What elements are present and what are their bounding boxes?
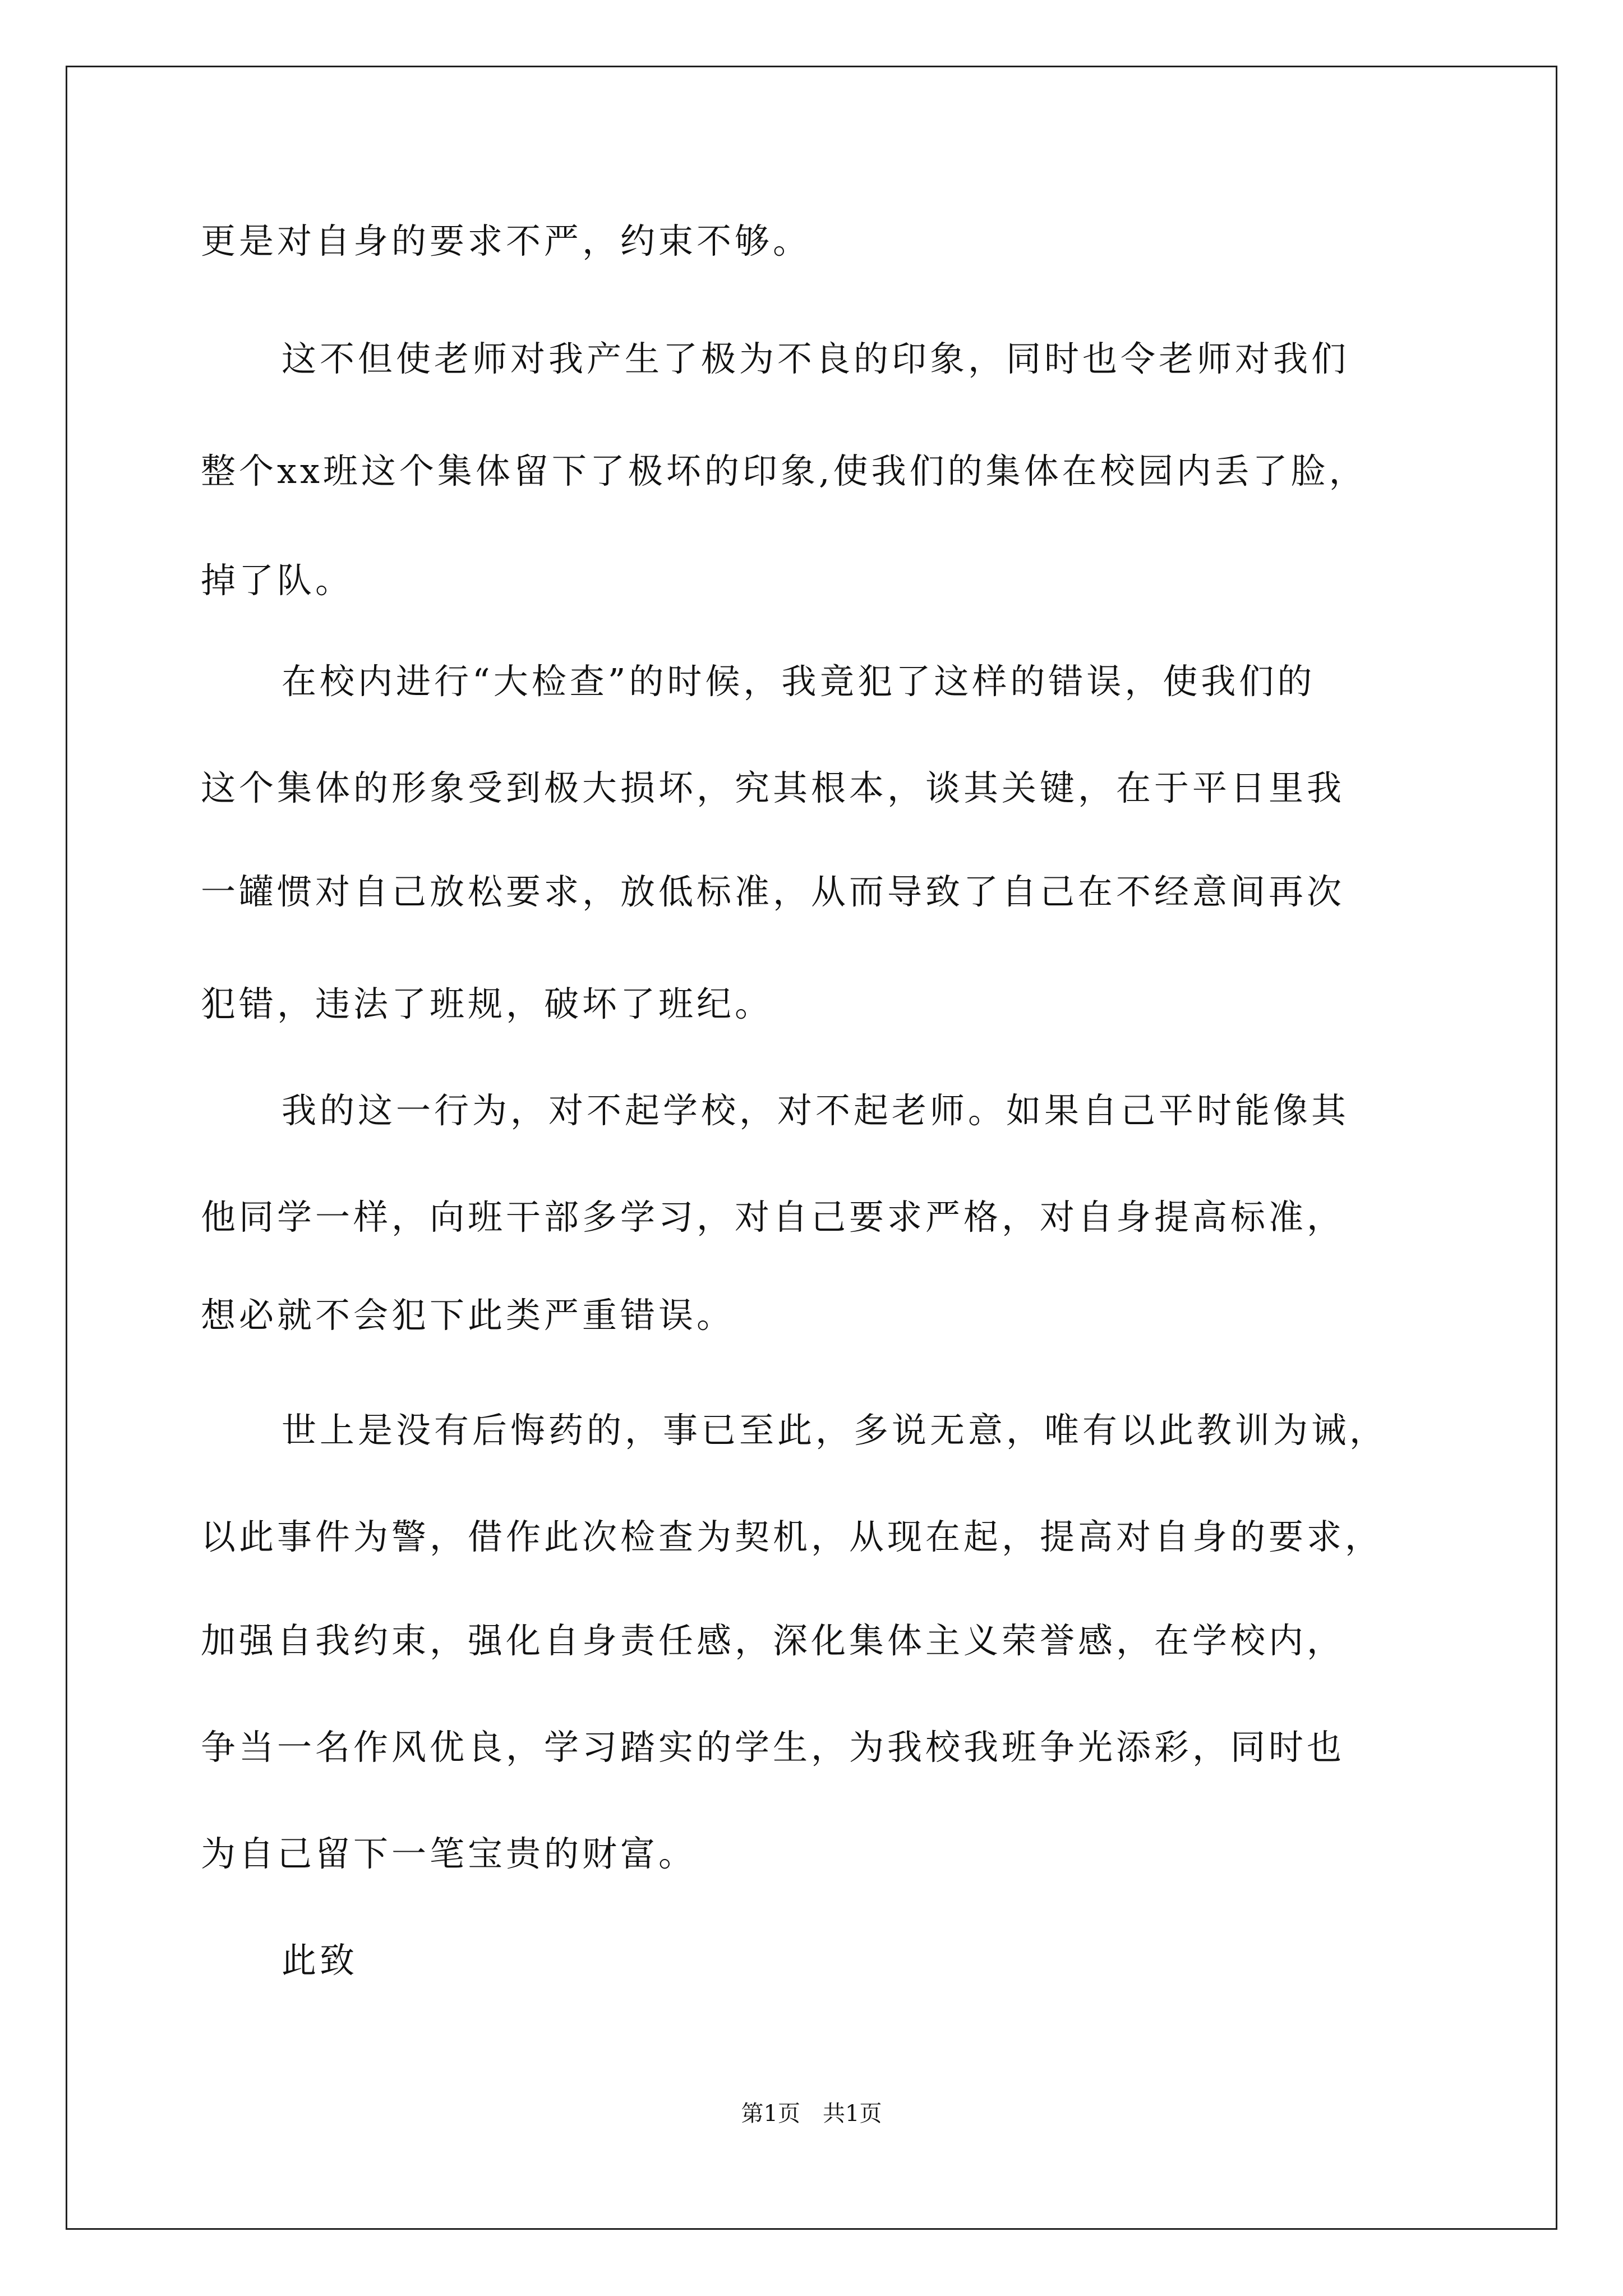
text-line: 犯错，违法了班规，破坏了班纪。 — [201, 983, 773, 1024]
text-line: 在校内进行“大检查”的时候，我竟犯了这样的错误，使我们的 — [282, 661, 1316, 702]
text-line: 整个xx班这个集体留下了极坏的印象,使我们的集体在校园内丢了脸， — [201, 450, 1367, 491]
text-line: 这不但使老师对我产生了极为不良的印象，同时也令老师对我们 — [282, 338, 1350, 379]
text-line: 以此事件为警，借作此次检查为契机，从现在起，提高对自身的要求， — [201, 1516, 1384, 1557]
text-line: 为自己留下一笔宝贵的财富。 — [201, 1833, 697, 1874]
text-line: 加强自我约束，强化自身责任感，深化集体主义荣誉感，在学校内， — [201, 1620, 1345, 1661]
text-line: 更是对自身的要求不严，约束不够。 — [201, 220, 811, 261]
text-line: 一罐惯对自己放松要求，放低标准，从而导致了自己在不经意间再次 — [201, 871, 1345, 912]
text-line: 掉了队。 — [201, 560, 354, 601]
page-total: 共1页 — [823, 2101, 882, 2127]
text-line: 这个集体的形象受到极大损坏，究其根本，谈其关键，在于平日里我 — [201, 767, 1345, 808]
page-number: 第1页 — [741, 2101, 800, 2127]
text-line: 我的这一行为，对不起学校，对不起老师。如果自己平时能像其 — [282, 1090, 1350, 1131]
text-line: 他同学一样，向班干部多学习，对自己要求严格，对自身提高标准， — [201, 1197, 1345, 1237]
page-footer — [0, 2100, 1623, 2128]
closing-salutation: 此致 — [282, 1940, 358, 1981]
text-line: 想必就不会犯下此类严重错误。 — [201, 1295, 735, 1336]
text-line: 争当一名作风优良，学习踏实的学生，为我校我班争光添彩，同时也 — [201, 1727, 1345, 1768]
page-border — [66, 66, 1557, 2230]
text-line: 世上是没有后悔药的，事已至此，多说无意，唯有以此教训为诫， — [282, 1410, 1388, 1451]
